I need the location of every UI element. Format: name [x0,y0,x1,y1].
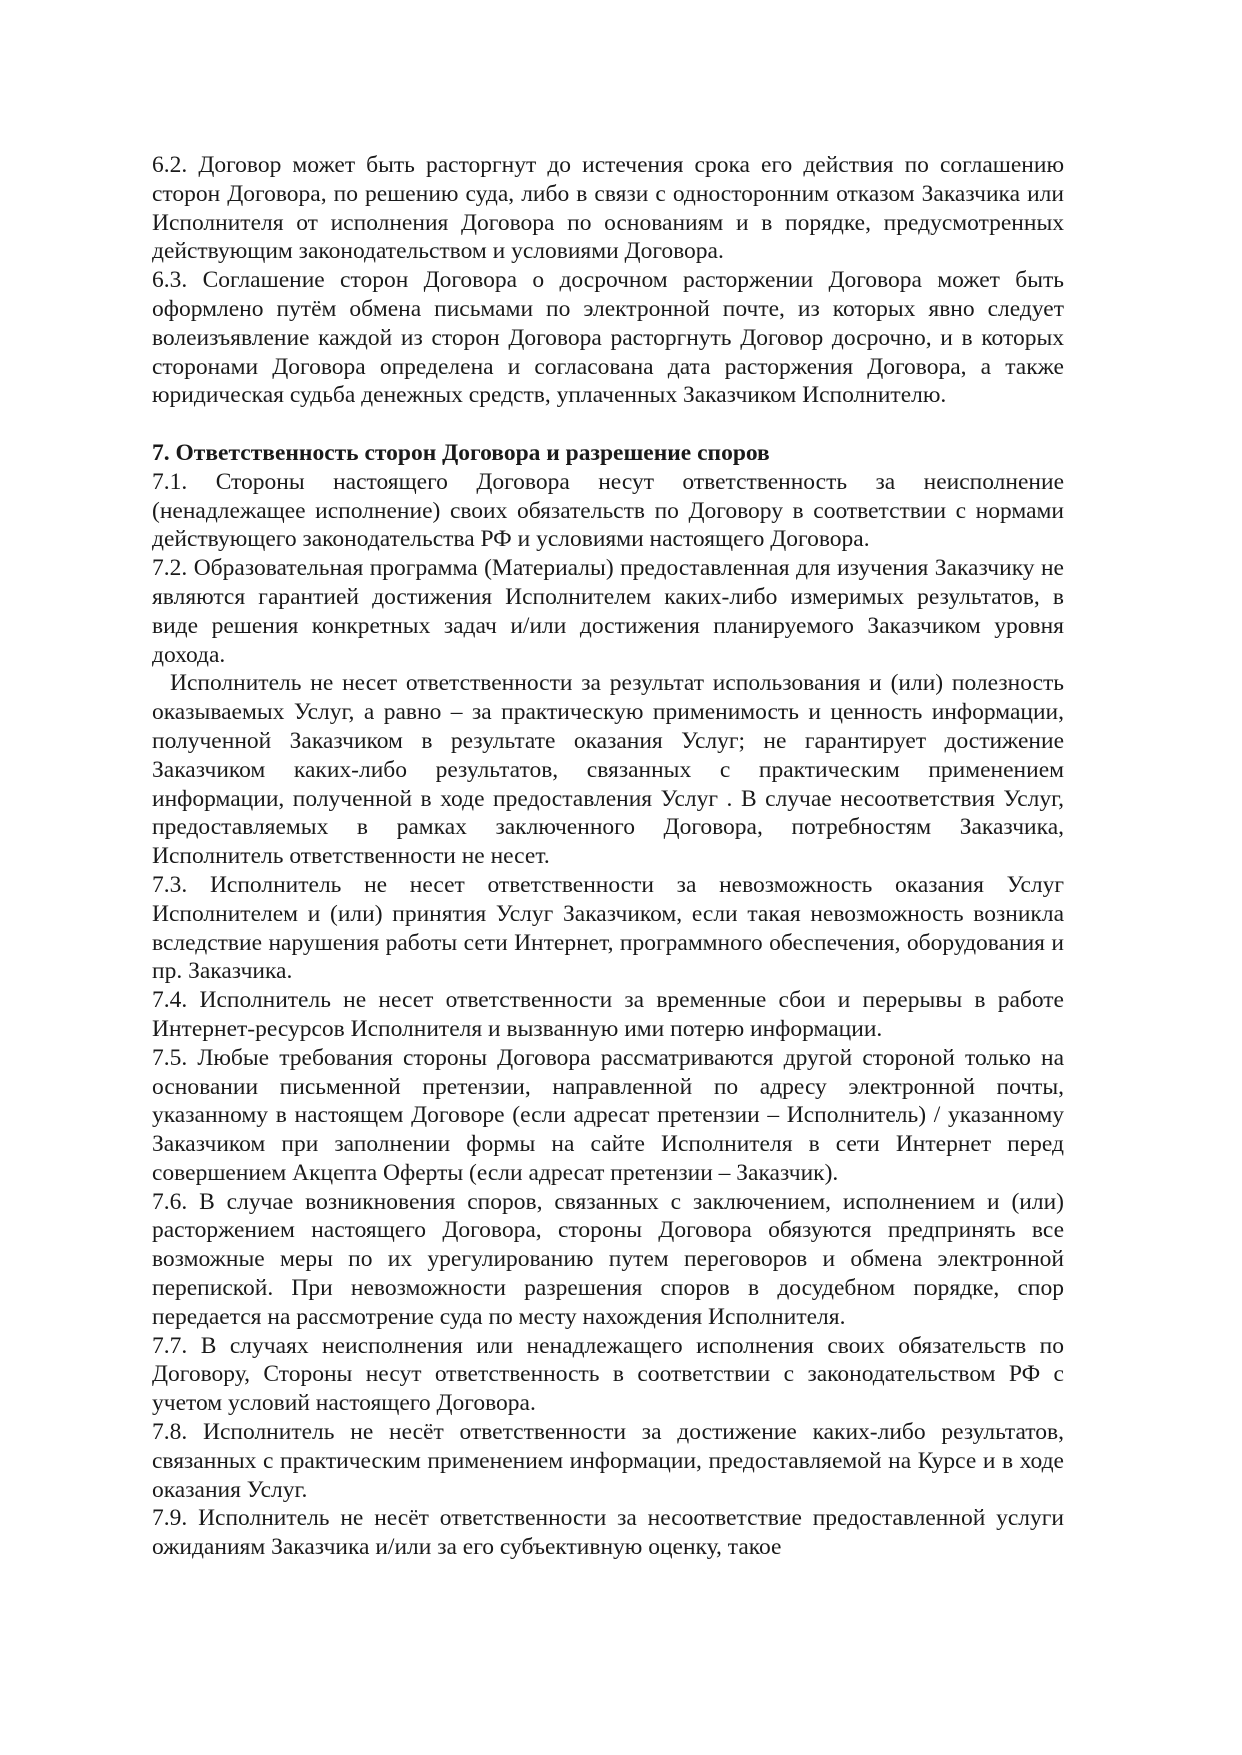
clause-6-3: 6.3. Соглашение сторон Договора о досрочном расторжении Договора может быть оформлено путём обмена письмами по электронной почте, из которых явно следует волеизъявление каждой из сторон Договора расторгнуть Договор досрочно, и в которых сторонами Договора определена и согласована дата расторжения Договора, а также юридическая судьба денежных средств, уплаченных Заказчиком Исполнителю. [152,267,1064,409]
clause-7-2: 7.2. Образовательная программа (Материалы) предоставленная для изучения Заказчику не являются гарантией достижения Исполнителем каких-либо измеримых результатов, в виде решения конкретных задач и/или достижения планируемого Заказчиком уровня дохода. [152,555,1064,668]
clause-7-5: 7.5. Любые требования стороны Договора рассматриваются другой стороной только на основании письменной претензии, направленной по адресу электронной почты, указанному в настоящем Договоре (если адресат претензии – Исполнитель) / указанному Заказчиком при заполнении формы на сайте Исполнителя в сети Интернет перед совершением Акцепта Оферты (если адресат претензии – Заказчик). [152,1044,1064,1186]
clause-7-4: 7.4. Исполнитель не несет ответственности за временные сбои и перерывы в работе Интернет-ресурсов Исполнителя и вызванную ими потерю информации. [152,987,1064,1042]
clause-7-7: 7.7. В случаях неисполнения или ненадлежащего исполнения своих обязательств по Договору, Стороны несут ответственность в соответствии с законодательством РФ с учетом условий настоящего Договора. [152,1332,1064,1417]
section-spacer [152,410,1064,439]
section-7-heading: 7. Ответственность сторон Договора и разрешение споров [152,439,770,466]
clause-6-2: 6.2. Договор может быть расторгнут до истечения срока его действия по соглашению сторон Договора, по решению суда, либо в связи с односторонним отказом Заказчика или Исполнителя от исполнения Договора по основаниям и в порядке, предусмотренных действующим законодательством и условиями Договора. [152,152,1064,265]
clause-7-9: 7.9. Исполнитель не несёт ответственности за несоответствие предоставленной услуги ожиданиям Заказчика и/или за его субъективную оценку, такое [152,1505,1064,1561]
clause-7-3: 7.3. Исполнитель не несет ответственности за невозможность оказания Услуг Исполнителем и (или) принятия Услуг Заказчиком, если такая невозможность возникла вследствие нарушения работы сети Интернет, программного обеспечения, оборудования и пр. Заказчика. [152,871,1064,985]
clause-7-8: 7.8. Исполнитель не несёт ответственности за достижение каких-либо результатов, связанных с практическим применением информации, предоставляемой на Курсе и в ходе оказания Услуг. [152,1419,1064,1503]
clause-7-1: 7.1. Стороны настоящего Договора несут ответственность за неисполнение (ненадлежащее исполнение) своих обязательств по Договору в соответствии с нормами действующего законодательства РФ и условиями настоящего Договора. [152,468,1064,553]
clause-7-2-continued: Исполнитель не несет ответственности за результат использования и (или) полезность оказываемых Услуг, а равно – за практическую применимость и ценность информации, полученной Заказчиком в результате оказания Услуг; не гарантирует достижение Заказчиком каких-либо результатов, связанных с практическим применением информации, полученной в ходе предоставления Услуг . В случае несоответствия Услуг, предоставляемых в рамках заключенного Договора, потребностям Заказчика, Исполнитель ответственности не несет. [152,670,1064,870]
clause-7-6: 7.6. В случае возникновения споров, связанных с заключением, исполнением и (или) расторжением настоящего Договора, стороны Договора обязуются предпринять все возможные меры по их урегулированию путем переговоров и обмена электронной перепиской. При невозможности разрешения споров в досудебном порядке, спор передается на рассмотрение суда по месту нахождения Исполнителя. [152,1188,1064,1330]
document-page [152,151,1064,1562]
